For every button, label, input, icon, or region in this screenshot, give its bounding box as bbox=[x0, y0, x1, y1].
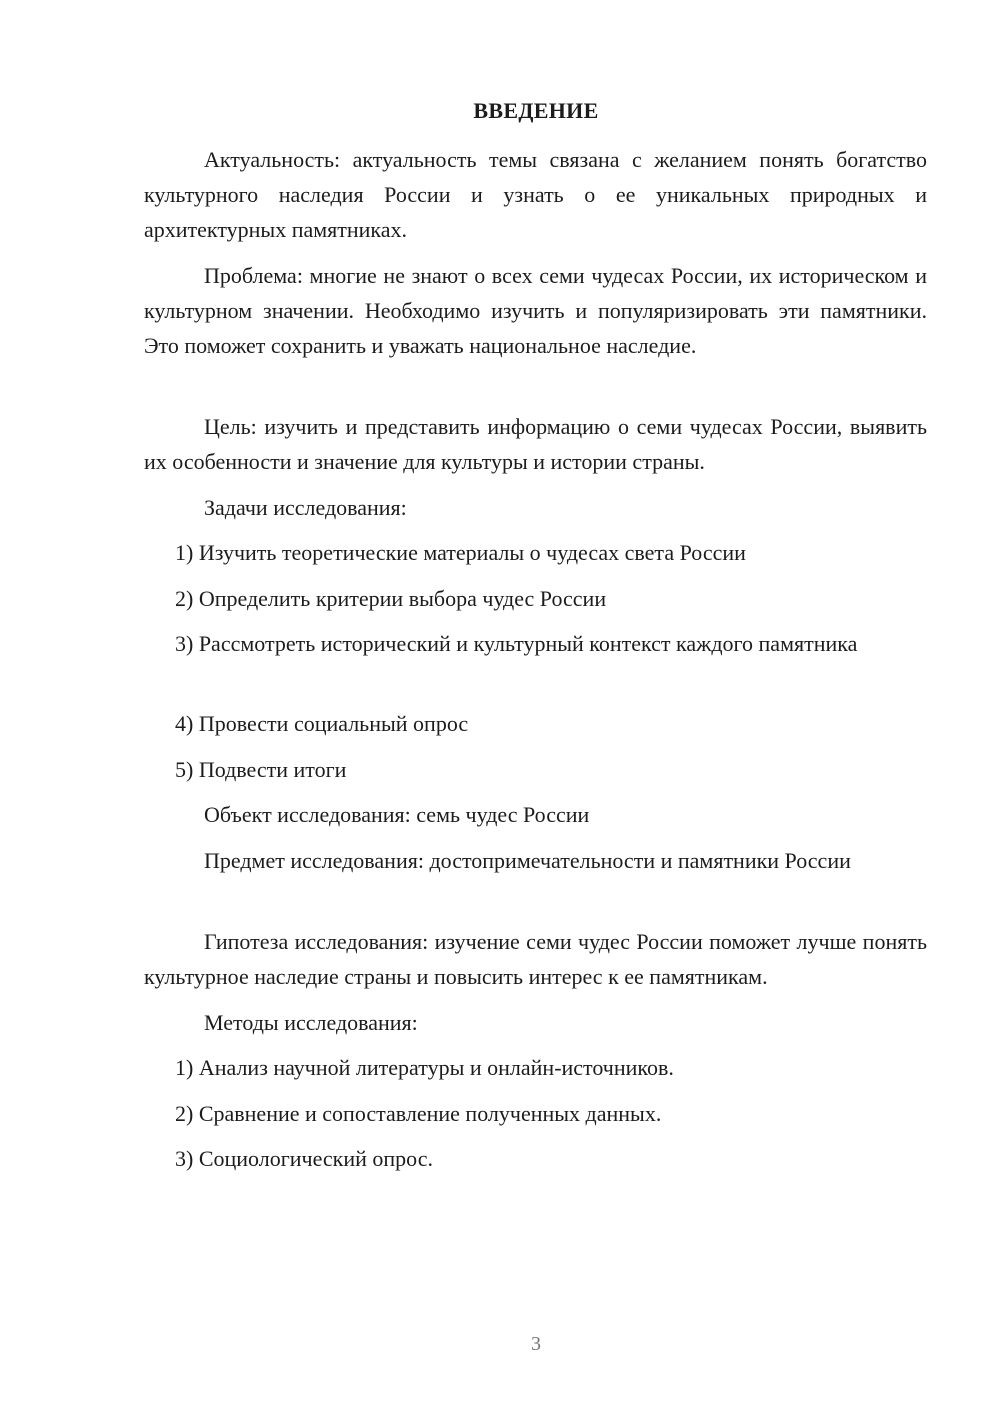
method-item-1: 1) Анализ научной литературы и онлайн-источников. bbox=[175, 1055, 674, 1080]
paragraph-goal: Цель: изучить и представить информацию о семи чудесах России, выявить их особенности и значение для культуры и истории страны. bbox=[144, 414, 927, 474]
page-title: ВВЕДЕНИЕ bbox=[473, 98, 599, 123]
paragraph-object: Объект исследования: семь чудес России bbox=[204, 802, 590, 827]
paragraph-problem: Проблема: многие не знают о всех семи чудесах России, их историческом и культурном значении. Необходимо изучить и популяризировать эти памятники. Это поможет сохранить и уважать национальное наследие. bbox=[144, 263, 927, 358]
task-item-4: 4) Провести социальный опрос bbox=[175, 711, 469, 736]
method-item-2: 2) Сравнение и сопоставление полученных данных. bbox=[175, 1101, 662, 1126]
task-item-5: 5) Подвести итоги bbox=[175, 757, 347, 782]
task-item-2: 2) Определить критерии выбора чудес России bbox=[175, 586, 607, 611]
task-item-1: 1) Изучить теоретические материалы о чудесах света России bbox=[175, 540, 746, 565]
page-number: 3 bbox=[531, 1333, 541, 1355]
paragraph-subject: Предмет исследования: достопримечательности и памятники России bbox=[204, 848, 851, 873]
task-item-3: 3) Рассмотреть исторический и культурный контекст каждого памятника bbox=[175, 631, 858, 656]
paragraph-relevance: Актуальность: актуальность темы связана с желанием понять богатство культурного наследия России и узнать о ее уникальных природных и архитектурных памятниках. bbox=[144, 147, 927, 242]
paragraph-hypothesis: Гипотеза исследования: изучение семи чудес России поможет лучше понять культурное наследие страны и повысить интерес к ее памятникам. bbox=[144, 929, 927, 989]
method-item-3: 3) Социологический опрос. bbox=[175, 1146, 433, 1171]
methods-heading: Методы исследования: bbox=[204, 1010, 418, 1035]
tasks-heading: Задачи исследования: bbox=[204, 495, 407, 520]
